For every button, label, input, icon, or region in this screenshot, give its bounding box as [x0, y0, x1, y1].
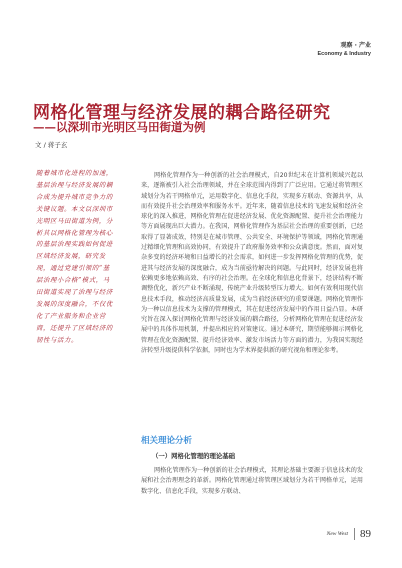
section-heading: 相关理论分析 — [141, 436, 193, 446]
paragraph-text: 网格化管理作为一种创新的社会治理模式，自20世纪末在计算机领域兴起以来，逐渐被引入社会治理领域，并在全球范围内得到了广泛应用。它通过将管理区域划分为若干网格单元，运用数字化、信息化手段，实现多方联动、资源共享，从而有效提升社会治理效率和服务水平。近年来，随着信息技术的飞速发展和经济全球化的深入推进，网格化管理在促进经济发展、优化资源配置、提升社会治理能力等方面展现出巨大潜力。在我国，网格化管理作为基层社会治理的重要创新，已经取得了显著成效，特别是在城市管理、公共安全、环境保护等领域，网格化管理通过精细化管理和高效协同，有效提升了政府服务效率和公众满意度。然而，面对复杂多变的经济环境和日益增长的社会需求，如何进一步发挥网格化管理的优势，促进其与经济发展的深度融合，成为当前亟待解决的问题。与此同时，经济发展也将依赖更多地依赖高效、有序的社会治理。在全球化和信息化背景下，经济结构不断调整优化，新兴产业不断涌现，传统产业升级转型压力增大。如何有效利用现代信息技术手段，推动经济高质量发展，成为当前经济研究的重要课题。网格化管理作为一种以信息技术为支撑的管理模式，其在促进经济发展中的作用日益凸显。本研究旨在深入探讨网格化管理与经济发展的耦合路径，分析网格化管理在促进经济发展中的具体作用机制，并提出相应的对策建议。通过本研究，期望能够揭示网格化管理在优化资源配置、提升经济效率、激发市场活力等方面的潜力，为我国实现经济转型升级提供科学依据，同时也为学术界提供新的研究视角和理论参考。 — [141, 172, 363, 355]
body-paragraph — [141, 171, 363, 356]
section-category — [318, 42, 371, 58]
category-cn: 观察 · 产业 — [340, 42, 371, 49]
subsection-heading: （一）网格化管理的理论基础 — [152, 452, 236, 460]
page-footer — [327, 528, 371, 540]
magazine-name: New West — [326, 531, 348, 537]
abstract: 随着城市化进程的加速，基层治理与经济发展的耦合成为提升城市竞争力的关键议题。本文以深圳市光明区马田街道为例，分析其以网格化管理为核心的基层治理实践如何促进区域经济发展，研究发现，通过党建引领的“基层治理小合格”模式，马田街道实现了治理与经济发展的深度融合，不仅优化了产业服务和企业营商，还提升了区域经济的韧性与活力。 — [36, 169, 113, 344]
article-title: 网格化管理与经济发展的耦合路径研究 — [33, 103, 331, 123]
paragraph-text: 网格化管理作为一种创新的社会治理模式，其理论基础主要源于信息技术的发展和社会治理理念的革新。网格化管理通过将管理区域划分为若干网格单元，运用数字化、信息化手段，实现多方联动、 — [141, 467, 363, 495]
article-subtitle: ——以深圳市光明区马田街道为例 — [33, 120, 206, 134]
category-en: Economy & Industry — [317, 51, 371, 57]
page-number: 89 — [354, 528, 371, 540]
author-byline: 文 / 蒋子玄 — [35, 141, 68, 149]
body-paragraph — [141, 466, 363, 497]
